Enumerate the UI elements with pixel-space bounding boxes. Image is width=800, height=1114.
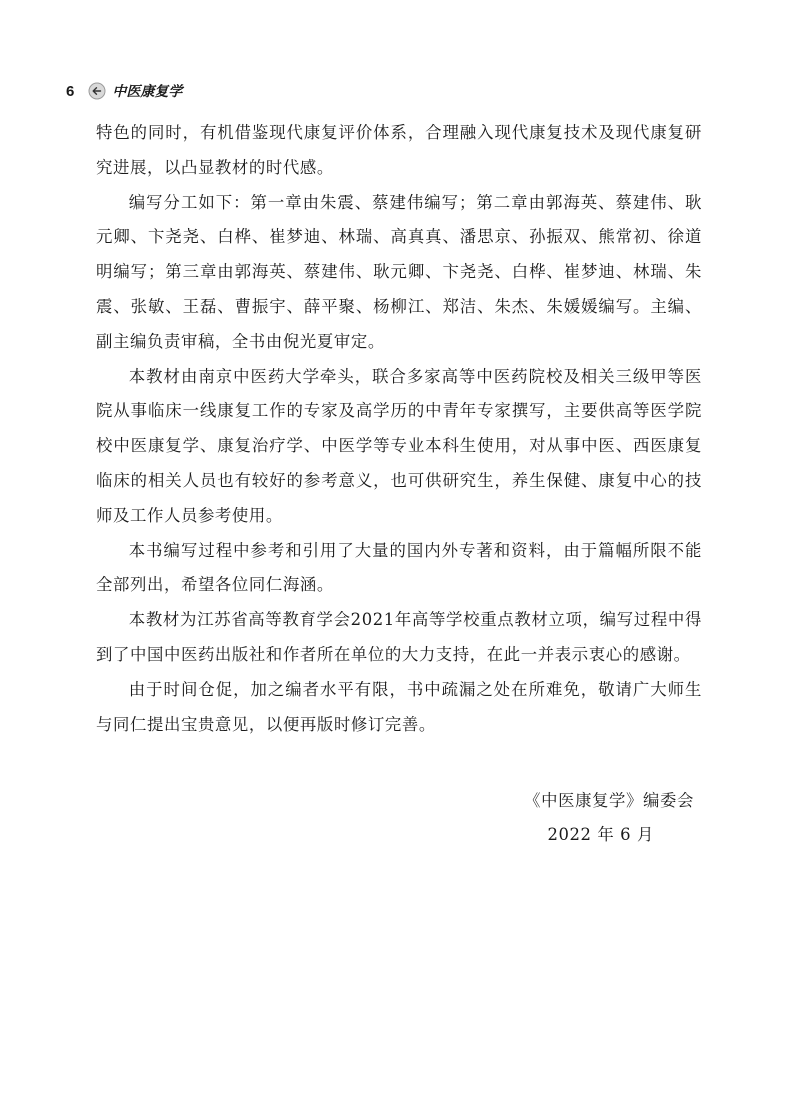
- book-title: 中医康复学: [112, 84, 183, 100]
- paragraph-continuation: 特色的同时，有机借鉴现代康复评价体系，合理融入现代康复技术及现代康复研究进展，以凸显教材的时代感。: [96, 123, 702, 177]
- signature-block: [524, 784, 694, 852]
- paragraph-audience: 本教材由南京中医药大学牵头，联合多家高等中医药院校及相关三级甲等医院从事临床一线康复工作的专家及高学历的中青年专家撰写，主要供高等医学院校中医康复学、康复治疗学、中医学等专业本科生使用，对从事中医、西医康复临床的相关人员也有较好的参考意义，也可供研究生，养生保健、康复中心的技师及工作人员参考使用。: [96, 366, 702, 525]
- paragraph-acknowledgement: 本教材为江苏省高等教育学会2021年高等学校重点教材立项，编写过程中得到了中国中医药出版社和作者所在单位的大力支持，在此一并表示衷心的感谢。: [96, 610, 702, 664]
- paragraph-references: 本书编写过程中参考和引用了大量的国内外专著和资料，由于篇幅所限不能全部列出，希望各位同仁海涵。: [96, 540, 702, 595]
- arrow-left-circle-icon: [88, 82, 106, 100]
- paragraph-closing: 由于时间仓促，加之编者水平有限，书中疏漏之处在所难免，敬请广大师生与同仁提出宝贵意见，以便再版时修订完善。: [96, 679, 702, 734]
- running-header: [66, 80, 182, 102]
- committee-name: 《中医康复学》编委会: [524, 791, 694, 810]
- body-text: [96, 116, 702, 742]
- signature-date: 2022 年 6 月: [547, 825, 654, 844]
- paragraph-authorship: 编写分工如下：第一章由朱震、蔡建伟编写；第二章由郭海英、蔡建伟、耿元卿、卞尧尧、白桦、崔梦迪、林瑞、高真真、潘思京、孙振双、熊常初、徐道明编写；第三章由郭海英、蔡建伟、耿元卿、卞尧尧、白桦、崔梦迪、林瑞、朱震、张敏、王磊、曹振宇、薛平聚、杨柳江、郑洁、朱杰、朱媛媛编写。主编、副主编负责审稿，全书由倪光夏审定。: [96, 192, 702, 351]
- page-number: 6: [66, 82, 75, 100]
